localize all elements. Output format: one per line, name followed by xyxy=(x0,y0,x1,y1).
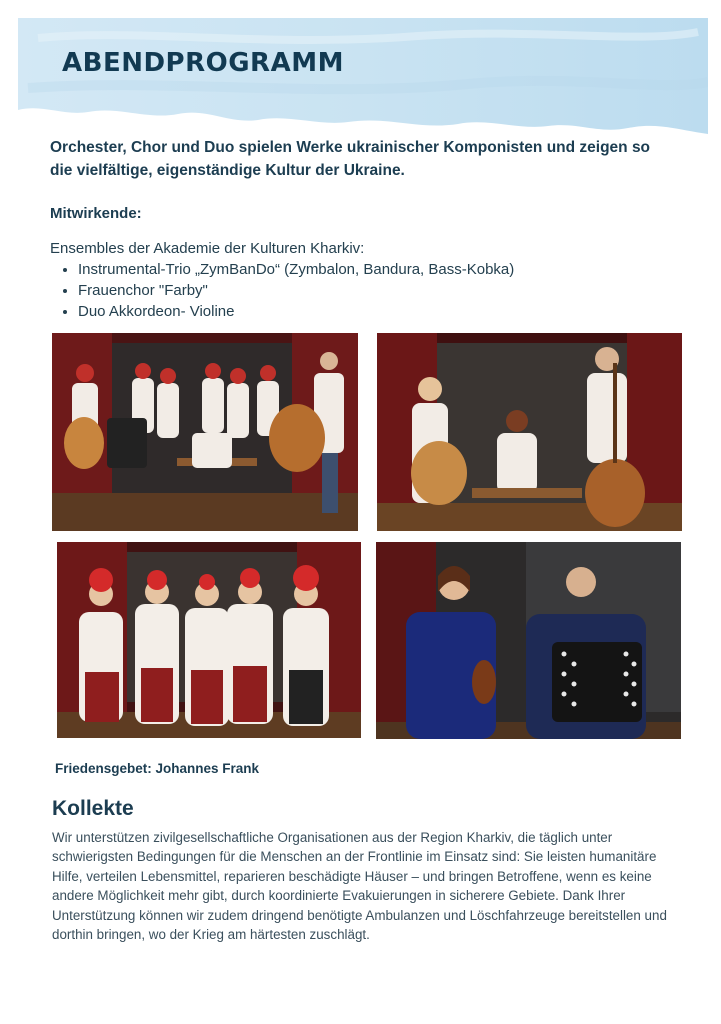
participant-item: • Frauenchor "Farby" xyxy=(78,280,514,301)
peace-prayer-note: Friedensgebet: Johannes Frank xyxy=(55,761,260,776)
photo-ensemble-group xyxy=(52,333,358,531)
photo-womens-choir xyxy=(57,542,361,738)
header-banner xyxy=(18,18,708,136)
participants-heading: Ensembles der Akademie der Kulturen Kharkiv: xyxy=(50,240,365,257)
participants-label: Mitwirkende: xyxy=(50,205,142,222)
participants-list xyxy=(50,240,514,322)
photo-instrumental-trio xyxy=(377,333,682,531)
participant-item: • Instrumental-Trio „ZymBanDo“ (Zymbalon, Bandura, Bass-Kobka) xyxy=(78,259,514,280)
intro-text: Orchester, Chor und Duo spielen Werke ukrainischer Komponisten und zeigen so die vielfältige, eigenständige Kultur der Ukraine. xyxy=(50,139,651,179)
kollekte-body: Wir unterstützen zivilgesellschaftliche Organisationen aus der Region Kharkiv, die täglich unter schwierigsten Bedingungen für die Menschen an der Frontlinie im Einsatz sind: Sie leisten humanitäre Hilfe, verteilen Lebensmittel, reparieren beschädigte Häuser – und bringen Betroffene, wenn es keine andere Möglichkeit mehr gibt, durch koordinierte Evakuierungen in sicherere Gebiete. Dank Ihrer Unterstützung können wir zudem dringend benötigte Ambulanzen und Löschfahrzeuge bereitstellen und dorthin bringen, wo der Krieg am härtesten zuschlägt. xyxy=(52,830,667,943)
photo-accordion-violin-duo xyxy=(376,542,681,739)
kollekte-heading: Kollekte xyxy=(52,797,134,820)
participant-item: • Duo Akkordeon- Violine xyxy=(78,301,514,322)
page-title: ABENDPROGRAMM xyxy=(62,48,344,78)
